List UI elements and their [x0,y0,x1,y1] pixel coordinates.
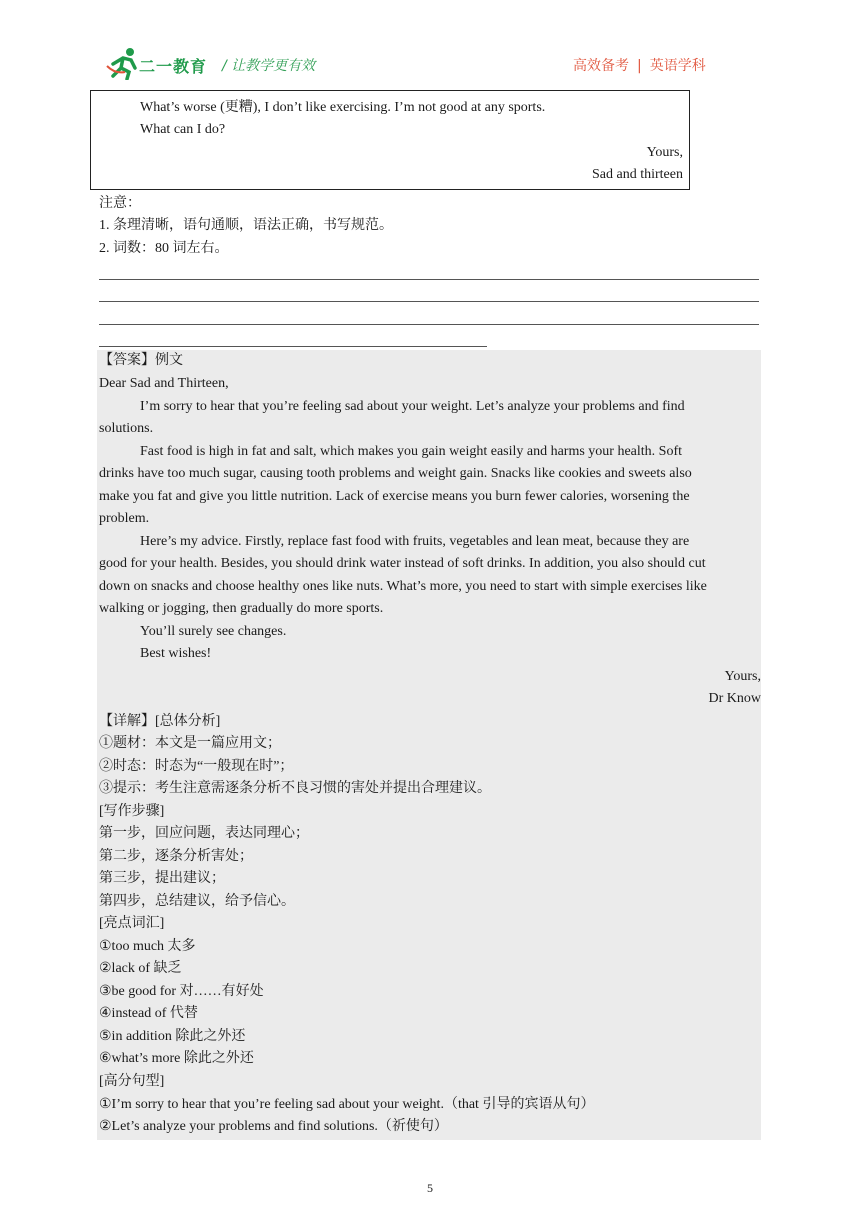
writing-line [99,324,759,325]
step-item: 第一步，回应问题，表达同理心； [99,826,309,841]
letter-signature: Sad and thirteen [592,167,683,182]
explanation-heading: 【详解】[总体分析] [99,714,221,729]
answer-salutation: Dear Sad and Thirteen, [99,376,229,391]
sentence-item: ②Let’s analyze your problems and find solutions.（祈使句） [99,1119,448,1134]
answer-line: solutions. [99,421,154,436]
answer-line: good for your health. Besides, you should drink water instead of soft drinks. In addition, you also should cut [99,556,706,571]
step-item: 第三步，提出建议； [99,871,225,886]
answer-line: You’ll surely see changes. [140,624,287,639]
vocab-item: ⑥what’s more 除此之外还 [99,1051,254,1066]
explanation-item: ①题材：本文是一篇应用文； [99,736,281,751]
logo-text: 二一教育 [139,57,208,76]
vocab-item: ③be good for 对……有好处 [99,984,264,999]
answer-heading: 【答案】例文 [99,353,183,368]
writing-line [99,301,759,302]
notes-title: 注意： [99,196,141,211]
header-slogan: / 让教学更有效 [222,58,316,74]
answer-line: drinks have too much sugar, causing tooth problems and weight gain. Snacks like cookies and sweets also [99,466,692,481]
answer-closing: Yours, [724,669,761,684]
explanation-item: ②时态：时态为“一般现在时”； [99,759,294,774]
answer-line: I’m sorry to hear that you’re feeling sad about your weight. Let’s analyze your problems and find [140,399,685,414]
vocab-item: ④instead of 代替 [99,1006,198,1021]
letter-line: What can I do? [140,122,226,137]
answer-line: make you fat and give you little nutrition. Lack of exercise means you burn fewer calories, worsening the [99,489,690,504]
header-subject-left: 高效备考 [573,58,629,74]
answer-line: Here’s my advice. Firstly, replace fast food with fruits, vegetables and lean meat, because they are [140,534,690,549]
answer-signature: Dr Know [708,691,761,706]
answer-line: Fast food is high in fat and salt, which makes you gain weight easily and harms your health. Soft [140,444,683,459]
vocab-item: ①too much 太多 [99,939,196,954]
notes-item: 1. 条理清晰，语句通顺，语法正确，书写规范。 [99,218,393,233]
step-item: 第二步，逐条分析害处； [99,849,253,864]
notes-item: 2. 词数：80 词左右。 [99,241,229,256]
answer-line: problem. [99,511,150,526]
sentence-item: ①I’m sorry to hear that you’re feeling sad about your weight.（that 引导的宾语从句） [99,1097,595,1112]
letter-line: What’s worse (更糟), I don’t like exercising. I’m not good at any sports. [140,100,546,115]
vocab-heading: [亮点词汇] [99,916,165,931]
letter-closing: Yours, [646,145,683,160]
steps-heading: [写作步骤] [99,804,165,819]
vocab-item: ②lack of 缺乏 [99,961,182,976]
writing-line [99,279,759,280]
answer-line: Best wishes! [140,646,212,661]
header-subject-right: 英语学科 [649,58,706,74]
header-subject [573,55,706,75]
sentence-heading: [高分句型] [99,1074,165,1089]
writing-line [99,346,487,347]
answer-line: walking or jogging, then gradually do more sports. [99,601,384,616]
page-number: 5 [427,1181,433,1195]
header-separator: | [637,58,642,74]
explanation-item: ③提示：考生注意需逐条分析不良习惯的害处并提出合理建议。 [99,781,491,796]
vocab-item: ⑤in addition 除此之外还 [99,1029,246,1044]
step-item: 第四步，总结建议，给予信心。 [99,894,295,909]
answer-line: down on snacks and choose healthy ones like nuts. What’s more, you need to start with simple exercises like [99,579,707,594]
